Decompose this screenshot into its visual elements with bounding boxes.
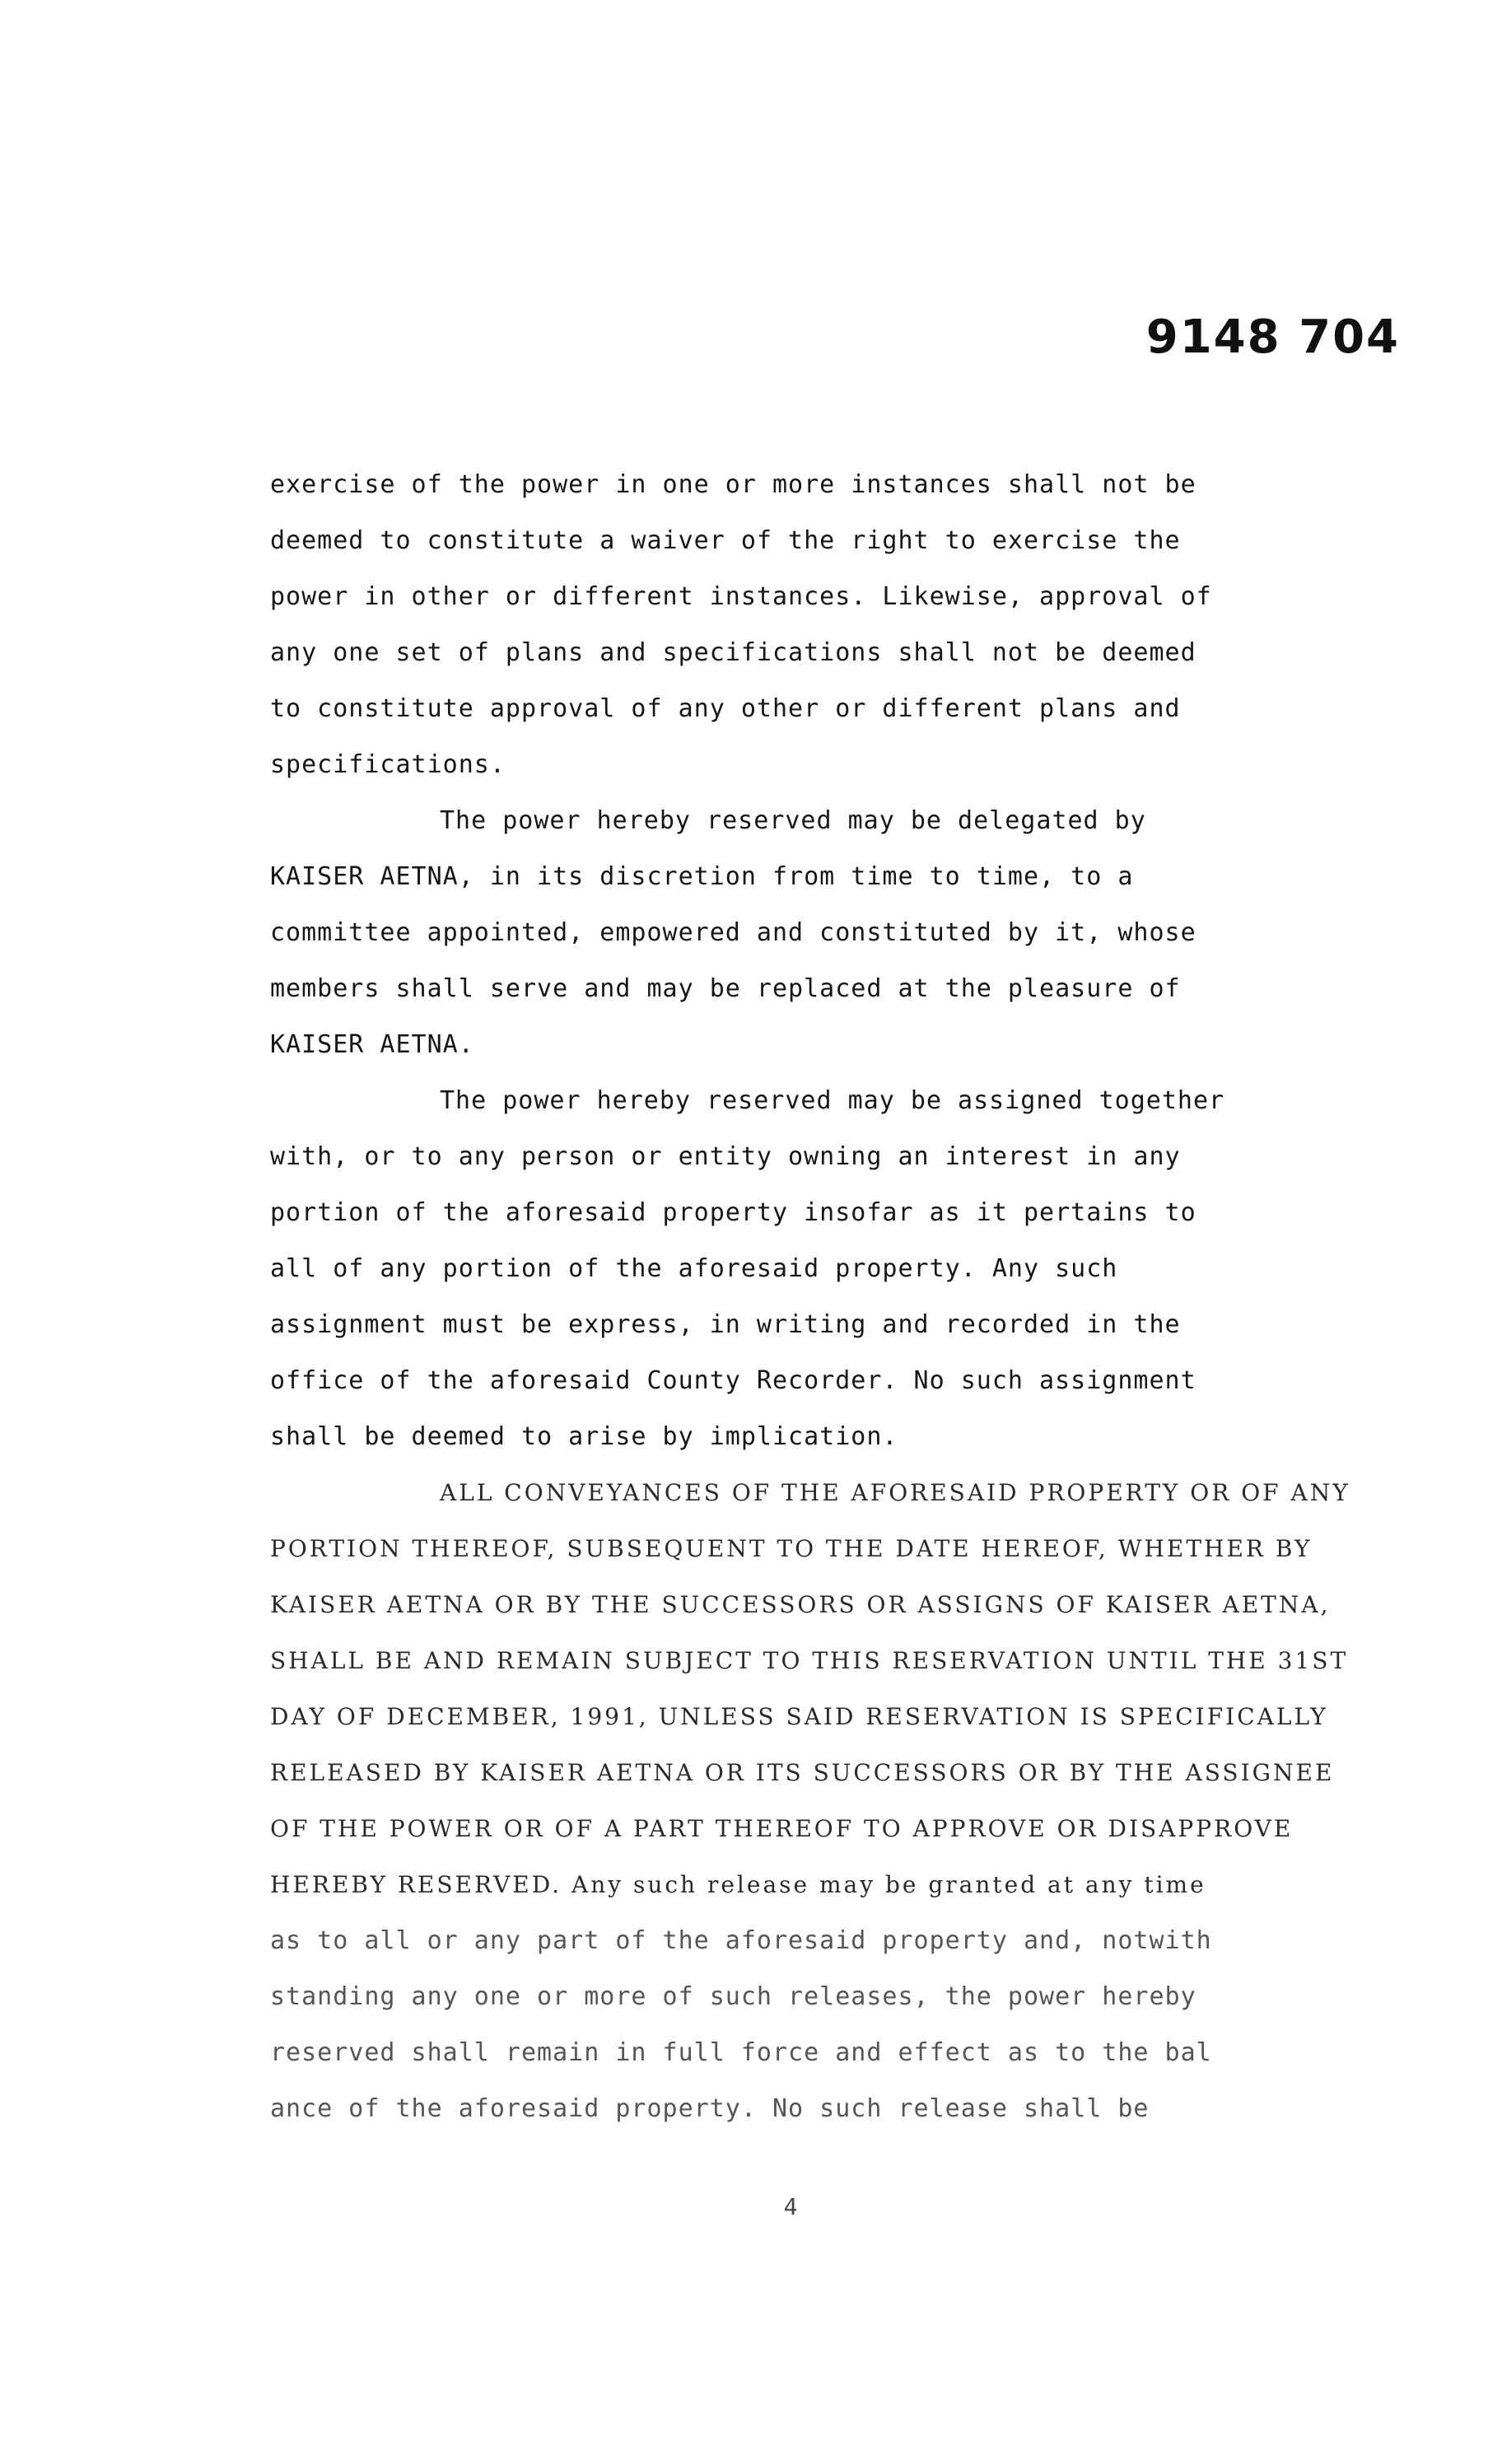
text-line: KAISER AETNA. [270,1030,474,1059]
text-line: exercise of the power in one or more instances shall not be [270,470,1196,499]
text-line: office of the aforesaid County Recorder. No such assignment [270,1366,1196,1395]
document-body [270,457,1374,2137]
text-line: reserved shall remain in full force and effect as to the bal [270,2038,1212,2067]
text-line: deemed to constitute a waiver of the right to exercise the [270,526,1181,555]
text-line: ance of the aforesaid property. No such release shall be [270,2094,1150,2123]
text-line: specifications. [270,750,506,779]
paragraph-start-line: The power hereby reserved may be delegated by [440,806,1146,835]
uppercase-text-line: RELEASED BY KAISER AETNA OR ITS SUCCESSORS OR BY THE ASSIGNEE [270,1759,1335,1786]
text-line: with, or to any person or entity owning an interest in any [270,1142,1181,1171]
text-line: portion of the aforesaid property insofar as it pertains to [270,1198,1196,1227]
text-line: standing any one or more of such releases, the power hereby [270,1982,1196,2011]
mixed-case-text-line: HEREBY RESERVED. Any such release may be granted at any time [270,1871,1206,1898]
uppercase-text-line: OF THE POWER OR OF A PART THEREOF TO APPROVE OR DISAPPROVE [270,1815,1294,1842]
text-line: to constitute approval of any other or different plans and [270,694,1181,723]
uppercase-text-line: PORTION THEREOF, SUBSEQUENT TO THE DATE HEREOF, WHETHER BY [270,1535,1313,1562]
text-line: committee appointed, empowered and constituted by it, whose [270,918,1196,947]
text-line: shall be deemed to arise by implication. [270,1422,898,1451]
paragraph-start-line: The power hereby reserved may be assigned together [440,1086,1225,1115]
uppercase-text-line: KAISER AETNA OR BY THE SUCCESSORS OR ASSIGNS OF KAISER AETNA, [270,1591,1331,1618]
text-line: members shall serve and may be replaced at the pleasure of [270,974,1181,1003]
page-number: 4 [783,2193,798,2220]
uppercase-paragraph-start-line: ALL CONVEYANCES OF THE AFORESAID PROPERTY OR OF ANY [440,1479,1350,1506]
uppercase-text-line: DAY OF DECEMBER, 1991, UNLESS SAID RESERVATION IS SPECIFICALLY [270,1703,1328,1730]
document-reference-number: 9148 704 [1145,310,1400,364]
text-line: as to all or any part of the aforesaid property and, notwith [270,1926,1212,1955]
text-line: assignment must be express, in writing and recorded in the [270,1310,1181,1339]
text-line: all of any portion of the aforesaid property. Any such [270,1254,1118,1283]
text-line: any one set of plans and specifications shall not be deemed [270,638,1196,667]
text-line: KAISER AETNA, in its discretion from time to time, to a [270,862,1134,891]
uppercase-text-line: SHALL BE AND REMAIN SUBJECT TO THIS RESERVATION UNTIL THE 31ST [270,1647,1349,1674]
text-line: power in other or different instances. Likewise, approval of [270,582,1212,611]
